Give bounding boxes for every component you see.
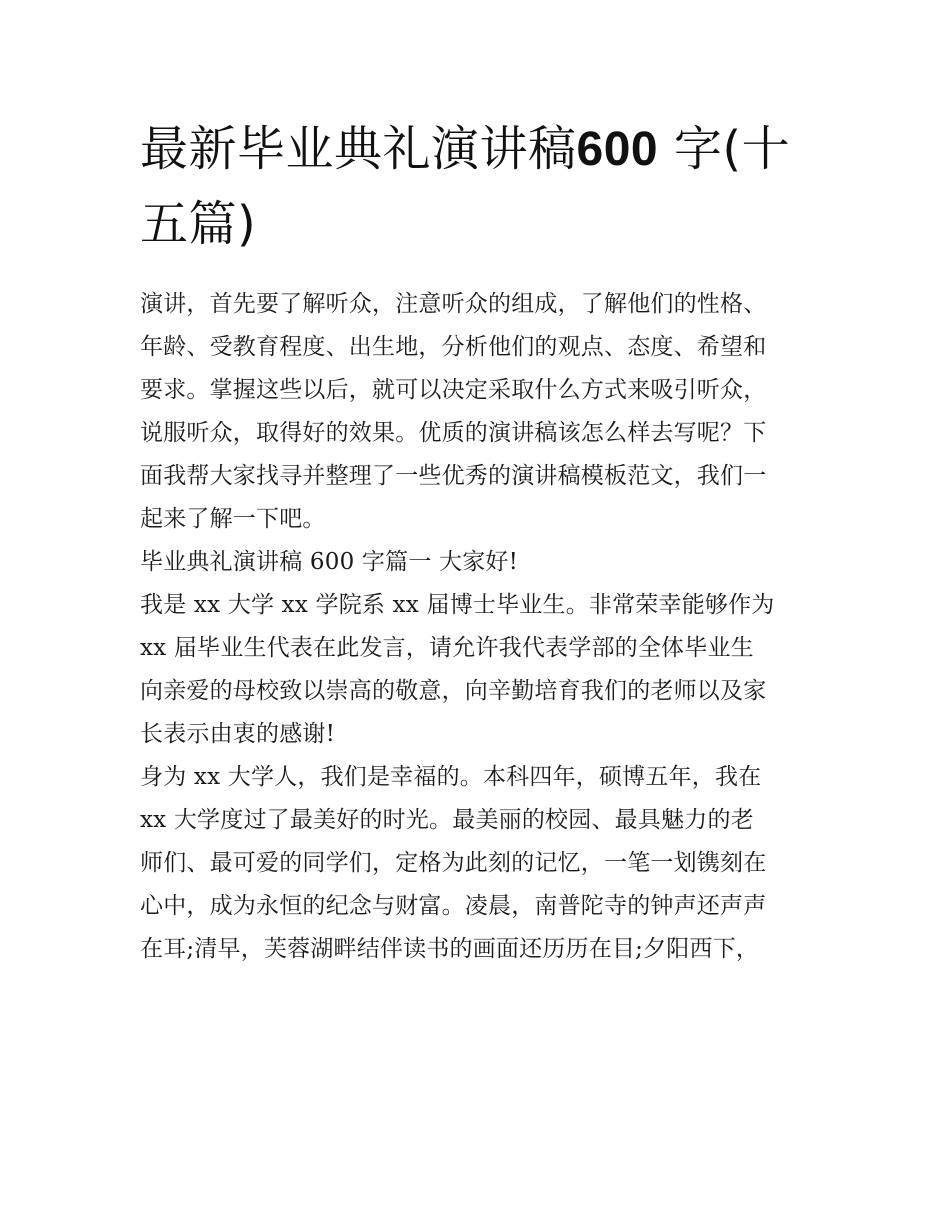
- text-line: 年龄、受教育程度、出生地，分析他们的观点、态度、希望和: [140, 334, 767, 360]
- text-line: 身为 xx 大学人，我们是幸福的。本科四年，硕博五年，我在: [140, 764, 762, 790]
- text-line: 我是 xx 大学 xx 学院系 xx 届博士毕业生。非常荣幸能够作为: [140, 592, 775, 618]
- text-line: 起来了解一下吧。: [140, 506, 326, 532]
- document-title: [140, 112, 816, 261]
- text-line: 演讲，首先要了解听众，注意听众的组成，了解他们的性格、: [140, 291, 767, 317]
- section-heading-paragraph: [140, 541, 816, 584]
- text-line: 说服听众，取得好的效果。优质的演讲稿该怎么样去写呢？下: [140, 420, 767, 446]
- text-line: xx 大学度过了最美好的时光。最美丽的校园、最具魅力的老: [140, 807, 754, 833]
- text-line: 毕业典礼演讲稿 600 字篇一 大家好!: [140, 549, 519, 575]
- text-line: xx 届毕业生代表在此发言，请允许我代表学部的全体毕业生: [140, 635, 754, 661]
- text-line: 要求。掌握这些以后，就可以决定采取什么方式来吸引听众，: [140, 377, 767, 403]
- title-text-part2: 字(十: [673, 121, 791, 177]
- text-line: 在耳;清早，芙蓉湖畔结伴读书的画面还历历在目;夕阳西下，: [140, 936, 760, 962]
- text-line: 师们、最可爱的同学们，定格为此刻的记忆，一笔一划镌刻在: [140, 850, 767, 876]
- text-line: 向亲爱的母校致以崇高的敬意，向辛勤培育我们的老师以及家: [140, 678, 767, 704]
- title-number: 600: [576, 123, 659, 176]
- body-paragraph: [140, 756, 816, 971]
- text-line: 长表示由衷的感谢!: [140, 721, 336, 747]
- title-text-part3: 五篇): [140, 196, 257, 252]
- title-text-part1: 最新毕业典礼演讲稿: [140, 121, 577, 177]
- intro-paragraph: [140, 283, 816, 541]
- text-line: 心中，成为永恒的纪念与财富。凌晨，南普陀寺的钟声还声声: [140, 893, 767, 919]
- document-content: [140, 112, 816, 971]
- text-line: 面我帮大家找寻并整理了一些优秀的演讲稿模板范文，我们一: [140, 463, 767, 489]
- body-paragraph: [140, 584, 816, 756]
